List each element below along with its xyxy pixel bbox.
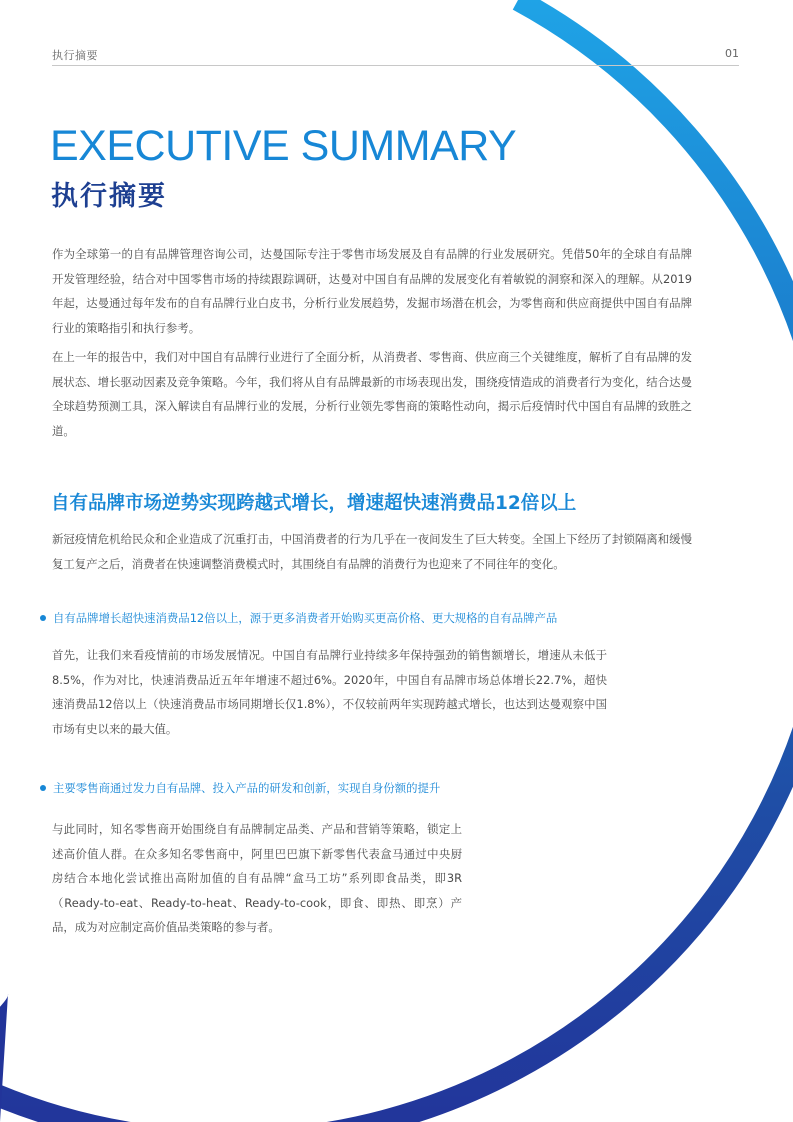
bullet-heading-1-text: 自有品牌增长超快速消费品12倍以上，源于更多消费者开始购买更高价格、更大规格的自有品牌产品 <box>53 611 558 625</box>
intro-paragraph-2: 在上一年的报告中，我们对中国自有品牌行业进行了全面分析，从消费者、零售商、供应商三个关键维度，解析了自有品牌的发展状态、增长驱动因素及竞争策略。今年，我们将从自有品牌最新的市场表现出发，围绕疫情造成的消费者行为变化，结合达曼全球趋势预测工具，深入解读自有品牌行业的发展，分析行业领先零售商的策略性动向，揭示后疫情时代中国自有品牌的致胜之道。 <box>52 350 692 438</box>
header-divider <box>52 65 739 66</box>
bullet-heading-2 <box>40 780 440 796</box>
bullet-heading-1 <box>40 610 557 626</box>
bullet-1-paragraph: 首先，让我们来看疫情前的市场发展情况。中国自有品牌行业持续多年保持强劲的销售额增长，增速从未低于8.5%，作为对比，快速消费品近五年年增速不超过6%。2020年，中国自有品牌市场总体增长22.7%，超快速消费品12倍以上（快速消费品市场同期增长仅1.8%），不仅较前两年实现跨越式增长，也达到达曼观察中国市场有史以来的最大值。 <box>52 648 607 736</box>
bullet-dot-icon <box>40 785 46 791</box>
title-english: EXECUTIVE SUMMARY <box>50 122 517 170</box>
bullet-dot-icon <box>40 615 46 621</box>
section-paragraph: 新冠疫情危机给民众和企业造成了沉重打击，中国消费者的行为几乎在一夜间发生了巨大转变。全国上下经历了封锁隔离和缓慢复工复产之后，消费者在快速调整消费模式时，其围绕自有品牌的消费行为也迎来了不同往年的变化。 <box>52 532 692 571</box>
intro-paragraph-1: 作为全球第一的自有品牌管理咨询公司，达曼国际专注于零售市场发展及自有品牌的行业发展研究。凭借50年的全球自有品牌开发管理经验，结合对中国零售市场的持续跟踪调研，达曼对中国自有品牌的发展变化有着敏锐的洞察和深入的理解。从2019年起，达曼通过每年发布的自有品牌行业白皮书，分析行业发展趋势，发掘市场潜在机会，为零售商和供应商提供中国自有品牌行业的策略指引和执行参考。 <box>52 247 692 335</box>
header-section-label: 执行摘要 <box>52 49 98 62</box>
bullet-heading-2-text: 主要零售商通过发力自有品牌、投入产品的研发和创新，实现自身份额的提升 <box>53 781 441 795</box>
title-chinese: 执行摘要 <box>51 181 167 212</box>
section-title: 自有品牌市场逆势实现跨越式增长，增速超快速消费品12倍以上 <box>51 493 577 514</box>
page-number: 01 <box>725 47 739 60</box>
bullet-2-paragraph: 与此同时，知名零售商开始围绕自有品牌制定品类、产品和营销等策略，锁定上述高价值人群。在众多知名零售商中，阿里巴巴旗下新零售代表盒马通过中央厨房结合本地化尝试推出高附加值的自有品牌“盒马工坊”系列即食品类，即3R（Ready-to-eat、Ready-to-heat、Ready-to-cook，即食、即热、即烹）产品，成为对应制定高价值品类策略的参与者。 <box>52 822 462 934</box>
